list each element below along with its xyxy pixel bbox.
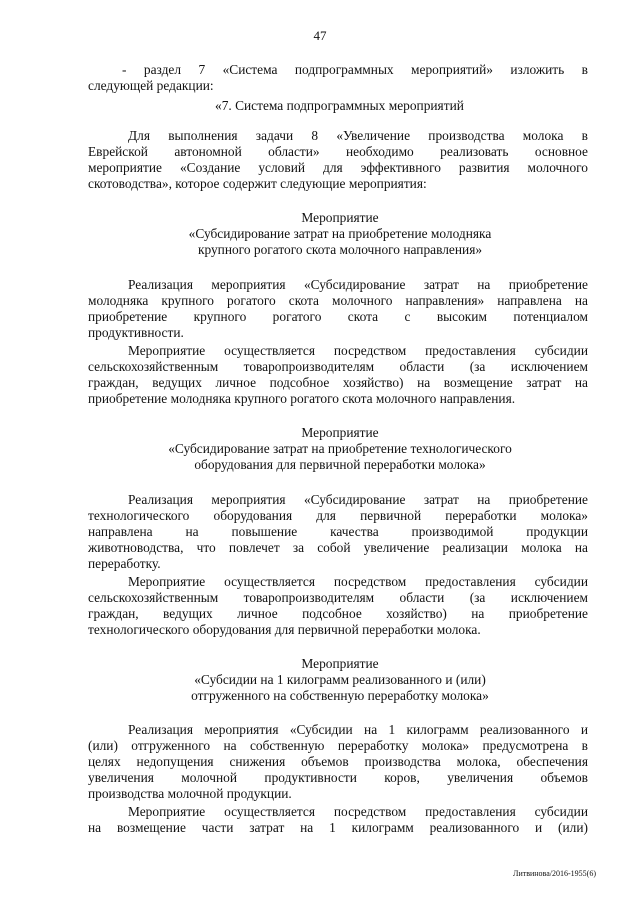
text-line: Мероприятие осуществляется посредством предоставления субсидии xyxy=(128,804,588,819)
text-line: технологического оборудования для первичной переработки молока. xyxy=(88,622,481,637)
text-line: сельскохозяйственным товаропроизводителям области (за исключением xyxy=(88,590,588,605)
text-line: продуктивности. xyxy=(88,325,184,340)
text-line: целях недопущения снижения объемов производства молока, обеспечения xyxy=(88,754,588,769)
text-line: - раздел 7 «Система подпрограммных мероприятий» изложить в xyxy=(122,62,588,77)
heading-line: крупного рогатого скота молочного направления» xyxy=(197,242,483,257)
heading-line: «Субсидирование затрат на приобретение технологического xyxy=(168,441,512,456)
heading-line: «Субсидии на 1 килограмм реализованного и (или) xyxy=(194,672,486,687)
text-line: на возмещение части затрат на 1 килограмм реализованного и (или) xyxy=(88,820,588,835)
text-line: «7. Система подпрограммных мероприятий xyxy=(215,98,464,113)
text-line: скотоводства», которое содержит следующие мероприятия: xyxy=(88,176,427,191)
text-line: мероприятие «Создание условий для эффективного развития молочного xyxy=(88,160,588,175)
text-line: Мероприятие осуществляется посредством предоставления субсидии xyxy=(128,574,588,589)
text-line: граждан, ведущих личное подсобное хозяйство) на возмещение затрат на xyxy=(88,375,588,390)
text-line: приобретение молодняка крупного рогатого скота молочного направления. xyxy=(88,391,516,406)
text-line: увеличения молочной продуктивности коров, увеличения объемов xyxy=(88,770,588,785)
heading-line: Мероприятие xyxy=(301,425,379,440)
text-line: приобретение крупного рогатого скота с высоким потенциалом xyxy=(88,309,588,324)
heading-line: Мероприятие xyxy=(301,210,379,225)
text-line: граждан, ведущих личное подсобное хозяйство) на приобретение xyxy=(88,606,588,621)
text-line: Реализация мероприятия «Субсидии на 1 килограмм реализованного и xyxy=(128,722,588,737)
text-line: (или) отгруженного на собственную переработку молока» предусмотрена в xyxy=(88,738,588,753)
text-line: переработку. xyxy=(88,556,161,571)
heading-line: отгруженного на собственную переработку молока» xyxy=(191,688,489,703)
text-line: следующей редакции: xyxy=(88,78,214,93)
text-line: производства молочной продукции. xyxy=(88,786,292,801)
text-line: сельскохозяйственным товаропроизводителям области (за исключением xyxy=(88,359,588,374)
text-line: животноводства, что повлечет за собой увеличение реализации молока на xyxy=(88,540,588,555)
page-number: 47 xyxy=(313,28,327,43)
text-line: Для выполнения задачи 8 «Увеличение производства молока в xyxy=(128,128,588,143)
heading-line: «Субсидирование затрат на приобретение молодняка xyxy=(188,226,492,241)
text-line: технологического оборудования для первичной переработки молока» xyxy=(88,508,588,523)
text-line: Мероприятие осуществляется посредством предоставления субсидии xyxy=(128,343,588,358)
heading-line: Мероприятие xyxy=(301,656,379,671)
document-footer-id: Литвинова/2016-1955(6) xyxy=(513,869,596,878)
text-line: Реализация мероприятия «Субсидирование затрат на приобретение xyxy=(128,492,588,507)
text-line: направлена на повышение качества производимой продукции xyxy=(88,524,588,539)
text-line: молодняка крупного рогатого скота молочного направления» направлена на xyxy=(88,293,588,308)
heading-line: оборудования для первичной переработки молока» xyxy=(194,457,486,472)
text-line: Реализация мероприятия «Субсидирование затрат на приобретение xyxy=(128,277,588,292)
text-line: Еврейской автономной области» необходимо реализовать основное xyxy=(88,144,588,159)
